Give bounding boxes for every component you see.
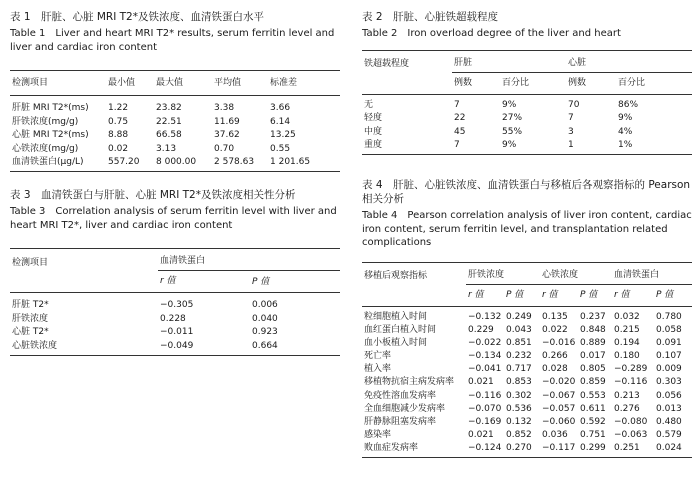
table4-caption-en: Table 4 Pearson correlation analysis of liver iron content, cardiac iron content, serum ferritin level, and transplantation related complications xyxy=(362,210,692,248)
table2-body xyxy=(362,94,692,155)
table1-header-cell: 标准差 xyxy=(270,78,298,88)
table2-group-header: 肝脏 xyxy=(452,50,566,72)
table2-cell: 7 xyxy=(454,99,460,110)
table2-subheader-cell: 例数 xyxy=(566,72,616,94)
table4-cell: 0.056 xyxy=(656,390,682,401)
table3-cell: 0.923 xyxy=(252,327,278,338)
table2-cell: 22 xyxy=(454,113,466,124)
table4-cell: 0.024 xyxy=(656,443,682,454)
table3-subheader-cell: P 值 xyxy=(250,271,340,293)
table3-row xyxy=(10,339,340,355)
table2-cell: 70 xyxy=(568,99,580,110)
table4-cell: 0.859 xyxy=(580,377,606,388)
table1-row xyxy=(10,156,340,172)
table4-cell: −0.057 xyxy=(542,403,576,414)
table2 xyxy=(362,50,692,156)
table2-caption-zh: 表 2 肝脏、心脏铁超载程度 xyxy=(362,11,499,23)
table4-row xyxy=(362,349,692,362)
table4-cell: 0.251 xyxy=(614,443,640,454)
table4-cell: 0.553 xyxy=(580,390,606,401)
table1-cell: 66.58 xyxy=(156,130,182,141)
table3-cell: −0.305 xyxy=(160,300,194,310)
table1-cell: 3.13 xyxy=(156,143,177,154)
table2-cell: 7 xyxy=(454,140,460,151)
table3-blank-cell xyxy=(10,271,158,293)
table4-cell: 0.717 xyxy=(506,364,532,375)
table2-cell: 3 xyxy=(568,126,574,137)
table3-cell: −0.011 xyxy=(160,327,194,338)
table2-row-label: 轻度 xyxy=(364,113,383,124)
table1-header-cell: 最小值 xyxy=(108,78,136,88)
table4-cell: 0.107 xyxy=(656,351,682,362)
table2-subheader-cell: 例数 xyxy=(452,72,500,94)
table1-row xyxy=(10,96,340,115)
table2-cell: 1 xyxy=(568,140,574,151)
table4-row xyxy=(362,429,692,442)
table1-cell: 37.62 xyxy=(214,130,240,141)
table4-cell: 0.232 xyxy=(506,351,532,362)
table3-header-row-2 xyxy=(10,271,340,293)
table4-cell: 0.480 xyxy=(656,417,682,427)
table2-row-header: 铁超载程度 xyxy=(364,59,410,70)
table1-cell: 1.22 xyxy=(108,103,129,113)
table4-row xyxy=(362,415,692,428)
table1-row-label: 心脏 MRI T2*(ms) xyxy=(12,130,89,141)
table4-cell: 0.249 xyxy=(506,311,532,322)
table4-cell: 0.852 xyxy=(506,430,532,441)
table4-row-label: 血小板植入时间 xyxy=(364,337,428,348)
table3-group-header xyxy=(158,249,340,271)
table4-subheader-cell: P 值 xyxy=(654,284,692,306)
table2-cell: 55% xyxy=(502,126,523,137)
table4-cell: −0.070 xyxy=(468,403,502,414)
table2-row xyxy=(362,125,692,139)
table4-cell: 0.135 xyxy=(542,311,568,322)
table4-row-header: 移植后观察指标 xyxy=(364,271,428,282)
table1-cell: 3.66 xyxy=(270,103,291,113)
table1-row xyxy=(10,142,340,156)
table1-cell: 0.55 xyxy=(270,143,291,154)
table1-cell: 1 201.65 xyxy=(270,157,311,168)
table4-subheader-cell: P 值 xyxy=(504,284,540,306)
table4-cell: −0.060 xyxy=(542,417,576,427)
table3-subheader-cell: r 值 xyxy=(158,271,250,293)
table4-subheader-cell: P 值 xyxy=(578,284,612,306)
table2-cell: 9% xyxy=(502,140,517,151)
table2-cell: 86% xyxy=(618,99,639,110)
table4-block xyxy=(362,178,692,458)
table2-subheader-cell: 百分比 xyxy=(616,72,692,94)
table4-cell: −0.022 xyxy=(468,337,502,348)
table1-header-row xyxy=(10,71,340,96)
table4-row xyxy=(362,323,692,336)
table4-row xyxy=(362,306,692,323)
table4-cell: 0.579 xyxy=(656,430,682,441)
table4-row-label: 植入率 xyxy=(364,364,392,375)
table2-cell: 45 xyxy=(454,126,466,137)
table4-cell: 0.536 xyxy=(506,403,532,414)
table4-group-header: 心铁浓度 xyxy=(540,262,612,284)
table4-cell: −0.124 xyxy=(468,443,502,454)
table4-cell: 0.132 xyxy=(506,417,532,427)
table4-cell: 0.303 xyxy=(656,377,682,388)
table4-row-label: 血红蛋白植入时间 xyxy=(364,324,437,335)
table4-cell: 0.215 xyxy=(614,324,640,335)
table4-header-row-1 xyxy=(362,262,692,284)
table2-header-row-2 xyxy=(362,72,692,94)
table1-header-cell: 最大值 xyxy=(156,78,184,88)
table1-cell: 13.25 xyxy=(270,130,296,141)
table4-group-header: 肝铁浓度 xyxy=(466,262,540,284)
table4 xyxy=(362,262,692,458)
table4-cell: 0.021 xyxy=(468,430,494,441)
table2-cell: 27% xyxy=(502,113,523,124)
table3-cell: −0.049 xyxy=(160,340,194,351)
table3-row-label: 肝脏 T2* xyxy=(12,300,49,310)
table4-cell: 0.266 xyxy=(542,351,568,362)
table1-cell: 22.51 xyxy=(156,116,182,127)
table4-subheader-cell: r 值 xyxy=(466,284,504,306)
table3-cell: 0.228 xyxy=(160,313,186,324)
table4-cell: 0.058 xyxy=(656,324,682,335)
table4-cell: 0.592 xyxy=(580,417,606,427)
table2-cell: 1% xyxy=(618,140,633,151)
table4-row xyxy=(362,376,692,389)
table2-row xyxy=(362,111,692,125)
table4-cell: 0.848 xyxy=(580,324,606,335)
table1-cell: 2 578.63 xyxy=(214,157,255,168)
table2-row xyxy=(362,94,692,111)
table1-block xyxy=(10,10,340,172)
table4-row-label: 死亡率 xyxy=(364,351,392,362)
table4-cell: 0.013 xyxy=(656,403,682,414)
table3 xyxy=(10,248,340,356)
table3-header-row-1 xyxy=(10,249,340,271)
table4-row-label: 移植物抗宿主病发病率 xyxy=(364,377,455,388)
table4-cell: 0.229 xyxy=(468,324,494,335)
table3-cell: 0.664 xyxy=(252,340,278,351)
table4-cell: −0.063 xyxy=(614,430,648,441)
table1-cell: 6.14 xyxy=(270,116,291,127)
table4-cell: −0.117 xyxy=(542,443,576,454)
table2-row xyxy=(362,138,692,154)
table3-block xyxy=(10,188,340,356)
table1-row xyxy=(10,128,340,142)
table1-cell: 8.88 xyxy=(108,130,129,141)
table4-cell: −0.041 xyxy=(468,364,502,375)
table1-caption-en: Table 1 Liver and heart MRI T2* results, serum ferritin level and liver and cardiac iron content xyxy=(10,28,335,53)
table4-cell: −0.116 xyxy=(614,377,648,388)
table3-body xyxy=(10,293,340,356)
table3-row-label: 心脏 T2* xyxy=(12,327,49,338)
table2-header-row-1 xyxy=(362,50,692,72)
table4-row-label: 败血症发病率 xyxy=(364,443,419,454)
table2-row-label: 中度 xyxy=(364,126,383,137)
table4-cell: 0.194 xyxy=(614,337,640,348)
table2-cell: 9% xyxy=(618,113,633,124)
table4-cell: −0.289 xyxy=(614,364,648,375)
table3-row xyxy=(10,325,340,339)
table4-subheader-cell: r 值 xyxy=(612,284,654,306)
table3-cell: 0.006 xyxy=(252,300,278,310)
table4-cell: −0.016 xyxy=(542,337,576,348)
table4-row xyxy=(362,336,692,349)
table2-cell: 7 xyxy=(568,113,574,124)
table2-group-header: 心脏 xyxy=(566,50,692,72)
table3-row-label: 心脏铁浓度 xyxy=(12,340,58,351)
table4-row xyxy=(362,389,692,402)
table4-subheader-cell: r 值 xyxy=(540,284,578,306)
table3-row-label: 肝铁浓度 xyxy=(12,313,49,324)
table4-row-label: 感染率 xyxy=(364,430,392,441)
table2-row-label: 无 xyxy=(364,99,374,110)
table4-cell: 0.299 xyxy=(580,443,606,454)
table4-cell: 0.180 xyxy=(614,351,640,362)
table4-cell: 0.780 xyxy=(656,311,682,322)
table4-cell: 0.091 xyxy=(656,337,682,348)
table4-cell: −0.080 xyxy=(614,417,648,427)
table4-cell: 0.022 xyxy=(542,324,568,335)
table1-header-cell: 平均值 xyxy=(214,78,242,88)
table1-cell: 23.82 xyxy=(156,103,182,113)
table4-cell: 0.028 xyxy=(542,364,568,375)
table4-cell: 0.043 xyxy=(506,324,532,335)
table1-cell: 0.02 xyxy=(108,143,129,154)
table4-cell: 0.276 xyxy=(614,403,640,414)
table4-cell: 0.213 xyxy=(614,390,640,401)
table1-header-cell: 检测项目 xyxy=(12,78,49,88)
table4-cell: 0.021 xyxy=(468,377,494,388)
table4-row-label: 肝静脉阻塞发病率 xyxy=(364,417,437,427)
table3-row xyxy=(10,312,340,326)
table4-cell: 0.611 xyxy=(580,403,606,414)
table1-row-label: 心铁浓度(mg/g) xyxy=(12,143,79,154)
table3-caption-zh: 表 3 血清铁蛋白与肝脏、心脏 MRI T2*及铁浓度相关性分析 xyxy=(10,189,296,201)
table3-group-label: 血清铁蛋白 xyxy=(160,256,206,266)
table4-cell: −0.134 xyxy=(468,351,502,362)
table4-cell: 0.017 xyxy=(580,351,606,362)
table4-cell: −0.067 xyxy=(542,390,576,401)
table1-cell: 11.69 xyxy=(214,116,240,127)
table4-cell: −0.020 xyxy=(542,377,576,388)
table2-caption-en: Table 2 Iron overload degree of the liver and heart xyxy=(362,28,621,39)
table1-body xyxy=(10,96,340,172)
table4-cell: 0.302 xyxy=(506,390,532,401)
table1 xyxy=(10,70,340,172)
table3-row xyxy=(10,293,340,312)
table2-block xyxy=(362,10,692,155)
table4-cell: 0.032 xyxy=(614,311,640,322)
table4-cell: −0.116 xyxy=(468,390,502,401)
table4-cell: −0.169 xyxy=(468,417,502,427)
table4-cell: 0.237 xyxy=(580,311,606,322)
table4-row-label: 全血细胞减少发病率 xyxy=(364,403,446,414)
table4-row xyxy=(362,363,692,376)
table4-body xyxy=(362,306,692,457)
table3-row-header: 检测项目 xyxy=(12,257,49,268)
table4-cell: 0.805 xyxy=(580,364,606,375)
table1-row-label: 肝铁浓度(mg/g) xyxy=(12,116,79,127)
table1-cell: 3.38 xyxy=(214,103,235,113)
table2-subheader-cell: 百分比 xyxy=(500,72,566,94)
table4-row-label: 免疫性溶血发病率 xyxy=(364,390,437,401)
table4-blank-cell xyxy=(362,284,466,306)
table4-cell: 0.853 xyxy=(506,377,532,388)
table1-row xyxy=(10,115,340,129)
table1-cell: 0.70 xyxy=(214,143,235,154)
table4-cell: 0.009 xyxy=(656,364,682,375)
table4-row-label: 粒细胞植入时间 xyxy=(364,311,428,322)
table4-caption-zh: 表 4 肝脏、心脏铁浓度、血清铁蛋白与移植后各观察指标的 Pearson 相关分析 xyxy=(362,179,691,205)
table2-cell: 9% xyxy=(502,99,517,110)
table4-cell: −0.132 xyxy=(468,311,502,322)
table4-row xyxy=(362,402,692,415)
table3-cell: 0.040 xyxy=(252,313,278,324)
table4-group-header: 血清铁蛋白 xyxy=(612,262,692,284)
table1-cell: 8 000.00 xyxy=(156,157,197,168)
table3-caption-en: Table 3 Correlation analysis of serum ferritin level with liver and heart MRI T2*, liver and cardiac iron content xyxy=(10,206,337,231)
table4-row xyxy=(362,442,692,458)
table4-cell: 0.851 xyxy=(506,337,532,348)
table2-blank-cell xyxy=(362,72,452,94)
table2-row-label: 重度 xyxy=(364,140,383,151)
table1-caption-zh: 表 1 肝脏、心脏 MRI T2*及铁浓度、血清铁蛋白水平 xyxy=(10,11,264,23)
table1-row-label: 血清铁蛋白(μg/L) xyxy=(12,157,84,168)
table2-cell: 4% xyxy=(618,126,633,137)
table4-header-row-2 xyxy=(362,284,692,306)
table4-cell: 0.270 xyxy=(506,443,532,454)
table1-cell: 0.75 xyxy=(108,116,129,127)
table1-row-label: 肝脏 MRI T2*(ms) xyxy=(12,103,89,113)
table1-cell: 557.20 xyxy=(108,157,140,168)
table4-cell: 0.889 xyxy=(580,337,606,348)
table4-cell: 0.036 xyxy=(542,430,568,441)
table4-cell: 0.751 xyxy=(580,430,606,441)
